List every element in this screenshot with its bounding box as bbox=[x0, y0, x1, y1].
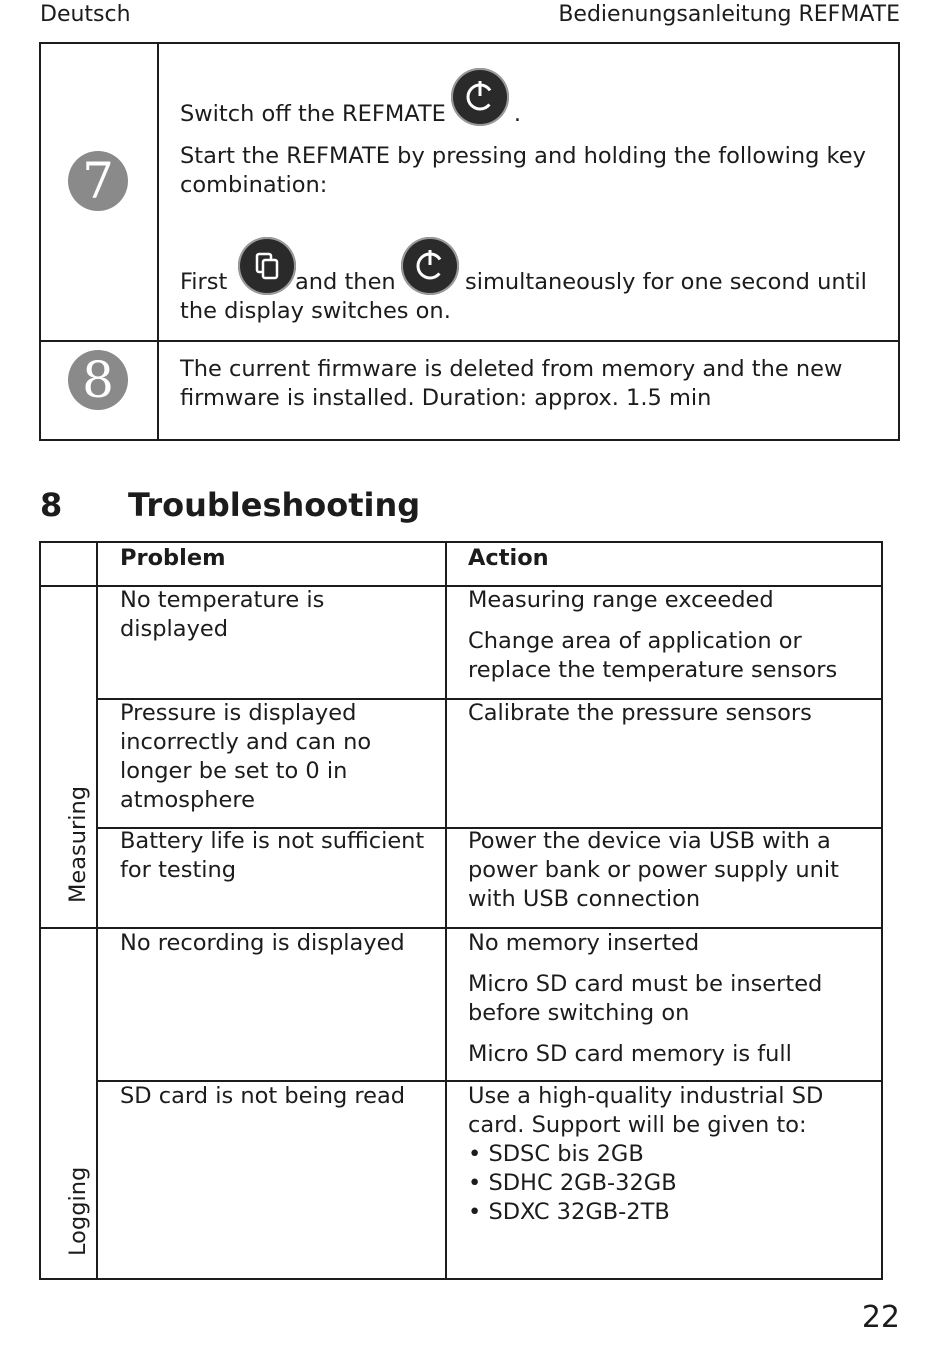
action-text: Micro SD card memory is full bbox=[468, 1041, 792, 1067]
step-7-first: First bbox=[180, 269, 228, 295]
page-header bbox=[40, 0, 900, 32]
table-row-problem: SD card is not being read bbox=[120, 1083, 406, 1109]
page-number: 22 bbox=[861, 1300, 900, 1335]
action-text: No memory inserted bbox=[468, 930, 700, 956]
table-row-problem: No temperature is displayed bbox=[120, 587, 325, 642]
list-item: • SDXC 32GB-2TB bbox=[468, 1198, 868, 1227]
table-row-problem: Pressure is displayed incorrectly and can no longer be set to 0 in atmosphere bbox=[120, 700, 372, 813]
table-row-action bbox=[468, 586, 868, 685]
power-icon bbox=[451, 68, 509, 126]
row-divider bbox=[41, 585, 96, 587]
step-number-badge: 7 bbox=[68, 151, 128, 211]
column-divider bbox=[445, 543, 447, 1278]
group-label-logging: Logging bbox=[65, 1166, 91, 1256]
column-header-problem: Problem bbox=[120, 545, 226, 571]
action-text: Micro SD card must be inserted before switching on bbox=[468, 971, 823, 1026]
sd-card-support-list bbox=[468, 1140, 868, 1227]
table-row-problem: No recording is displayed bbox=[120, 930, 405, 956]
table-row-action bbox=[468, 929, 868, 1069]
step-7-rest: simultaneously for one second until the display switches on. bbox=[180, 269, 867, 324]
action-text: Change area of application or replace the temperature sensors bbox=[468, 628, 838, 683]
table-row-action bbox=[468, 827, 868, 914]
header-document-title: Bedienungsanleitung REFMATE bbox=[558, 2, 900, 27]
row-divider bbox=[41, 340, 898, 342]
list-item: • SDHC 2GB-32GB bbox=[468, 1169, 868, 1198]
column-header-action: Action bbox=[468, 545, 549, 571]
step-7-line2: Start the REFMATE by pressing and holding the following key combination: bbox=[180, 143, 866, 198]
step-7-line1 bbox=[180, 100, 880, 129]
section-number: 8 bbox=[40, 486, 63, 524]
step-7-and-then: and then bbox=[295, 269, 396, 295]
table-row-action bbox=[468, 1082, 868, 1227]
troubleshooting-table bbox=[39, 541, 883, 1280]
action-text: Calibrate the pressure sensors bbox=[468, 700, 812, 726]
steps-table bbox=[39, 42, 900, 441]
column-divider bbox=[157, 44, 159, 439]
action-text: Measuring range exceeded bbox=[468, 587, 774, 613]
header-language: Deutsch bbox=[40, 2, 131, 27]
list-item: • SDSC bis 2GB bbox=[468, 1140, 868, 1169]
step-7-switch-off-text: Switch off the REFMATE bbox=[180, 101, 446, 127]
action-text: Use a high-quality industrial SD card. Support will be given to: bbox=[468, 1083, 824, 1138]
section-title: Troubleshooting bbox=[128, 486, 421, 524]
step-8-text: The current firmware is deleted from memory and the new firmware is installed. Duration: approx. 1.5 min bbox=[180, 356, 843, 411]
group-label-measuring: Measuring bbox=[65, 785, 91, 903]
action-text: Power the device via USB with a power bank or power supply unit with USB connection bbox=[468, 828, 839, 912]
column-divider bbox=[96, 543, 98, 1278]
table-row-action bbox=[468, 699, 868, 728]
table-row-problem: Battery life is not sufficient for testing bbox=[120, 828, 425, 883]
step-7-period: . bbox=[513, 101, 522, 127]
step-number-badge: 8 bbox=[68, 350, 128, 410]
